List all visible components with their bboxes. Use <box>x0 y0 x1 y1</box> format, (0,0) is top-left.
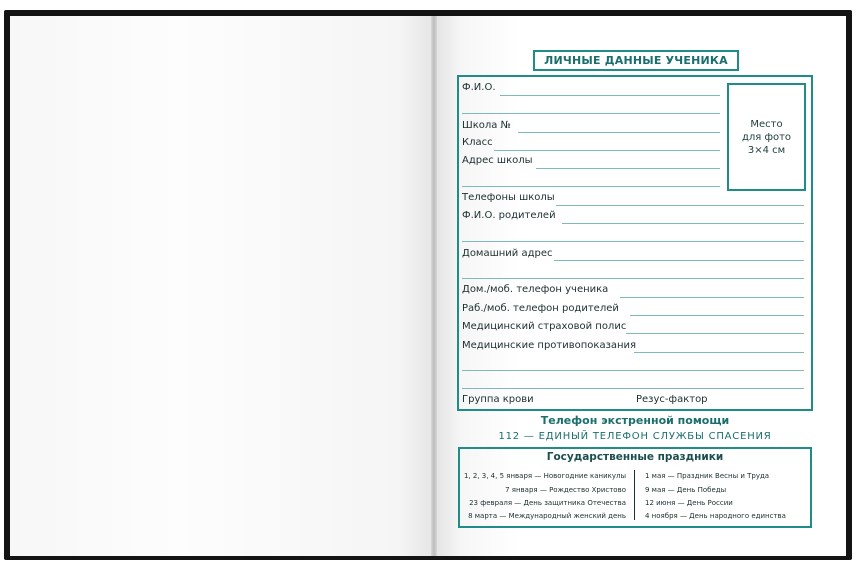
holiday-right-3: 12 июня — День России <box>645 499 733 507</box>
field-home-address-label: Домашний адрес <box>462 248 553 259</box>
field-insurance-line[interactable] <box>626 333 804 334</box>
field-parents-fio-line-2[interactable] <box>462 241 804 242</box>
page-title: ЛИЧНЫЕ ДАННЫЕ УЧЕНИКА <box>533 50 739 71</box>
photo-label-line1: Место <box>750 118 783 130</box>
holiday-left-2: 7 января — Рождество Христово <box>505 486 626 494</box>
field-school-address-line-2[interactable] <box>462 186 720 187</box>
field-school-address-label: Адрес школы <box>462 155 533 166</box>
field-school-label: Школа № <box>462 120 511 131</box>
field-school-phones-label: Телефоны школы <box>462 192 555 203</box>
field-class-line[interactable] <box>494 150 720 151</box>
emergency-title: Телефон экстренной помощи <box>540 414 730 427</box>
field-parents-fio-line[interactable] <box>562 223 804 224</box>
photo-label-line2: для фото <box>741 131 792 143</box>
field-fio-line-2[interactable] <box>462 113 720 114</box>
photo-placeholder <box>727 83 806 191</box>
field-student-phone-line[interactable] <box>620 297 804 298</box>
holiday-left-4: 8 марта — Международный женский день <box>468 512 626 520</box>
holiday-left-1: 1, 2, 3, 4, 5 января — Новогодние каникулы <box>463 472 626 480</box>
field-school-line[interactable] <box>518 132 720 133</box>
field-fio-line[interactable] <box>500 95 720 96</box>
field-rh-factor-label: Резус-фактор <box>636 394 708 405</box>
field-contraindications-line-3[interactable] <box>462 388 804 389</box>
field-contraindications-line-2[interactable] <box>462 370 804 371</box>
holidays-title: Государственные праздники <box>546 451 724 463</box>
holiday-right-1: 1 мая — Праздник Весны и Труда <box>645 472 770 480</box>
left-page <box>10 16 432 556</box>
holiday-left-3: 23 февраля — День защитника Отечества <box>469 499 626 507</box>
field-parents-fio-label: Ф.И.О. родителей <box>462 210 556 221</box>
field-contraindications-label: Медицинские противопоказания <box>462 340 637 351</box>
field-parents-phone-line[interactable] <box>630 315 804 316</box>
page-gutter <box>431 16 437 556</box>
field-home-address-line-2[interactable] <box>462 278 804 279</box>
field-parents-phone-label: Раб./моб. телефон родителей <box>462 303 619 314</box>
photo-label-line3: 3×4 см <box>747 144 786 156</box>
field-insurance-label: Медицинский страховой полис <box>462 321 627 332</box>
field-school-phones-line[interactable] <box>556 205 804 206</box>
field-contraindications-line[interactable] <box>634 352 804 353</box>
holiday-right-2: 9 мая — День Победы <box>645 486 727 494</box>
field-blood-group-label: Группа крови <box>462 394 534 405</box>
emergency-number: 112 — ЕДИНЫЙ ТЕЛЕФОН СЛУЖБЫ СПАСЕНИЯ <box>498 431 772 442</box>
field-school-address-line[interactable] <box>536 168 720 169</box>
holidays-divider <box>634 470 635 520</box>
field-class-label: Класс <box>462 137 493 148</box>
field-home-address-line[interactable] <box>554 260 804 261</box>
field-student-phone-label: Дом./моб. телефон ученика <box>462 284 609 295</box>
field-fio-label: Ф.И.О. <box>462 82 496 93</box>
holiday-right-4: 4 ноября — День народного единства <box>645 512 786 520</box>
